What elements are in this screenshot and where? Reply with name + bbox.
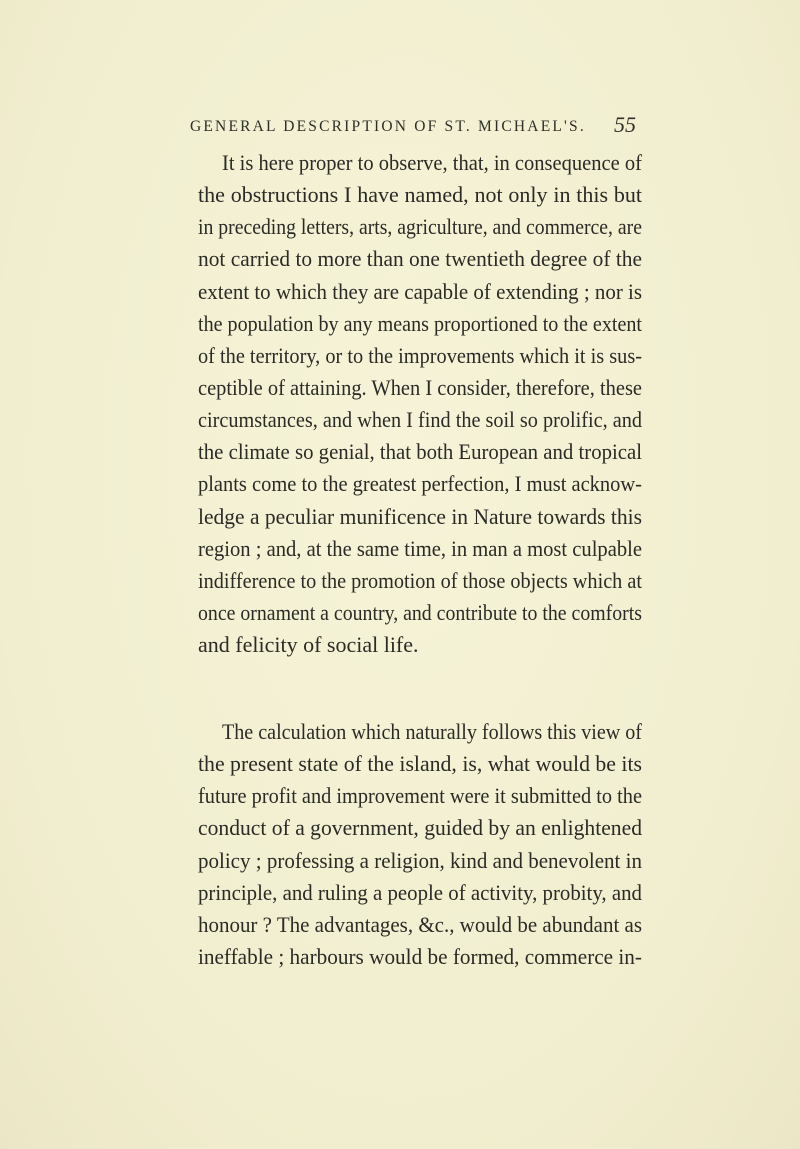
paragraph-line: ceptible of attaining. When I consider, therefore, these [198, 374, 642, 400]
paragraph-line: The calculation which naturally follows this view of [222, 719, 642, 744]
paragraph-line: conduct of a government, guided by an enlightened [198, 815, 642, 841]
paragraph-line: circumstances, and when I find the soil so prolific, and [198, 407, 642, 433]
paragraph-line: ledge a peculiar munificence in Nature towards this [198, 503, 642, 529]
paragraph-line: region ; and, at the same time, in man a most culpable [198, 535, 642, 561]
paragraph-line: future profit and improvement were it submitted to the [198, 783, 642, 809]
paragraph-line: plants come to the greatest perfection, I must acknow- [198, 471, 642, 497]
paragraph-line: the present state of the island, is, what would be its [198, 751, 642, 777]
running-head: GENERAL DESCRIPTION OF ST. MICHAEL'S. [190, 118, 586, 135]
paragraph-line: principle, and ruling a people of activity, probity, and [198, 879, 642, 905]
paragraph-1 [198, 147, 642, 661]
paragraph-line: once ornament a country, and contribute to the comforts [198, 599, 642, 625]
paragraph-line: honour ? The advantages, &c., would be abundant as [198, 911, 642, 937]
paragraph-line: not carried to more than one twentieth degree of the [198, 246, 642, 272]
paragraph-line: of the territory, or to the improvements which it is sus- [198, 342, 642, 368]
paragraph-line: the climate so genial, that both European and tropical [198, 439, 642, 465]
paragraph-line: It is here proper to observe, that, in consequence of [222, 150, 642, 175]
paragraph-line: ineffable ; harbours would be formed, commerce in- [198, 943, 642, 969]
paragraph-line: and felicity of social life. [198, 632, 419, 658]
page-number: 55 [614, 112, 636, 137]
paragraph-line: in preceding letters, arts, agriculture, and commerce, are [198, 214, 642, 240]
paragraph-line: the obstructions I have named, not only in this but [198, 182, 642, 208]
paragraph-line: extent to which they are capable of extending ; nor is [198, 278, 642, 304]
paragraph-line: policy ; professing a religion, kind and benevolent in [198, 847, 642, 873]
paragraph-line: indifference to the promotion of those objects which at [198, 567, 642, 593]
paragraph-line: the population by any means proportioned to the extent [198, 310, 642, 336]
paragraph-2 [198, 716, 642, 973]
